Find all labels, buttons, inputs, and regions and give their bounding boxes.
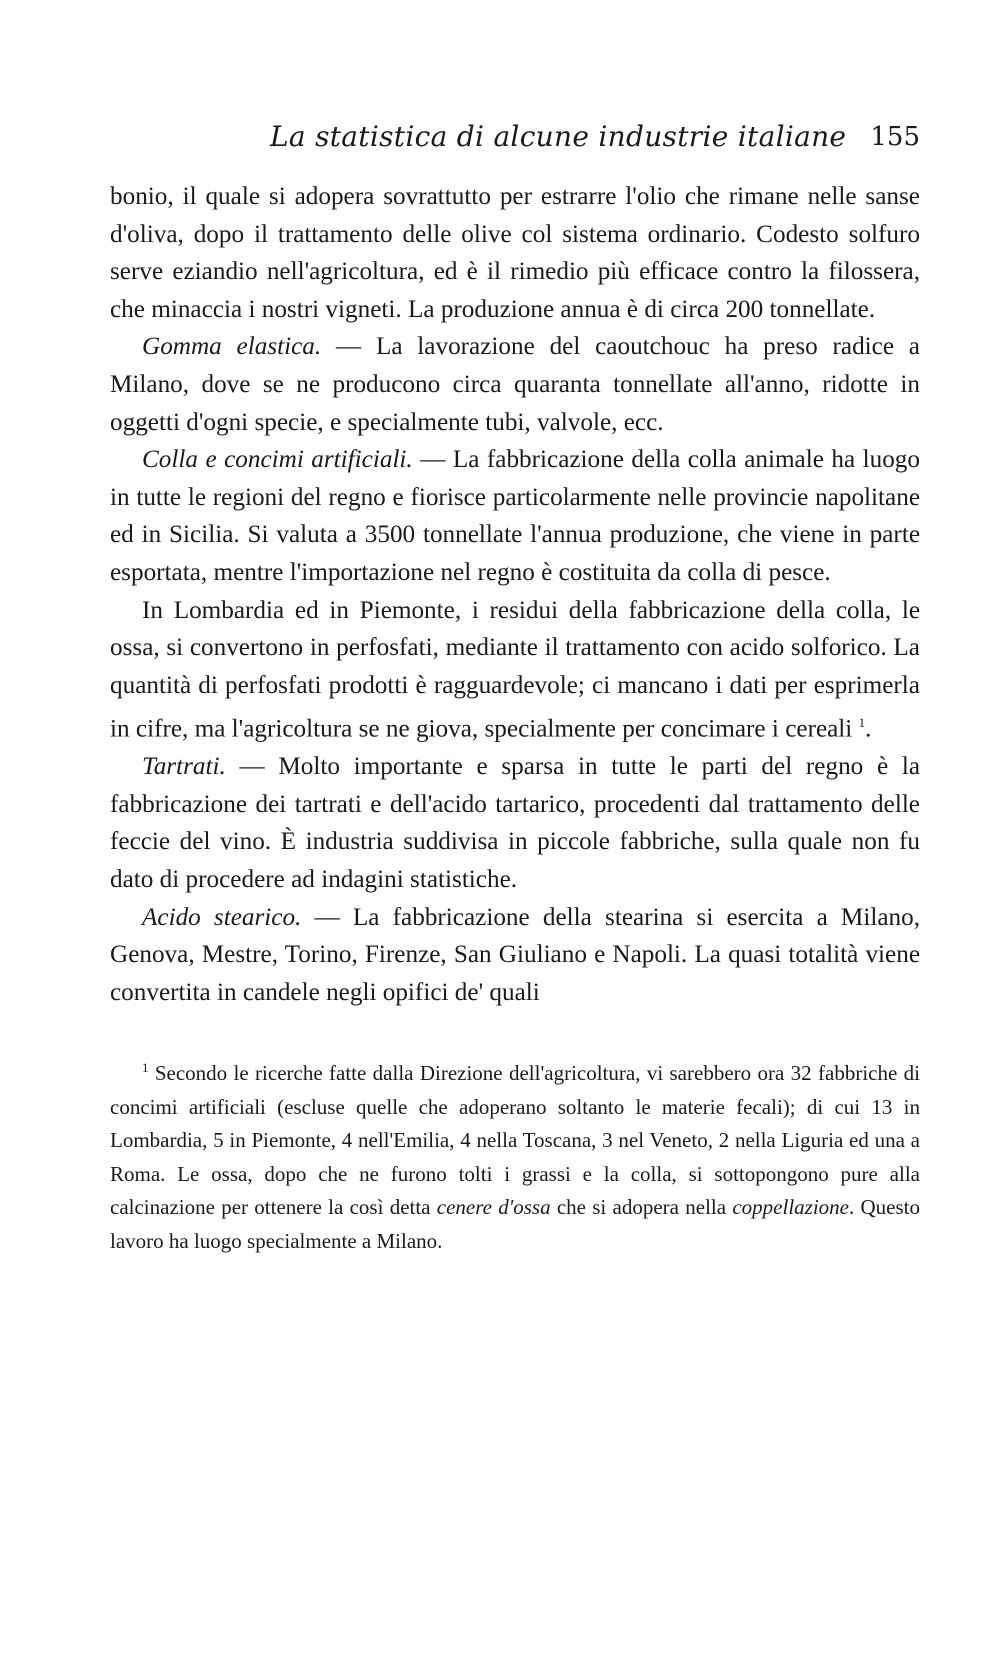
paragraph-text: bonio, il quale si adopera sovrattutto per estrarre l'olio che rimane nelle sanse d'oliva, dopo il trattamento delle olive col sistema ordinario. Codesto solfuro serve eziandio nell'agricoltura, ed è il rimedio più efficace contro la filossera, che minaccia i nostri vigneti. La produzione annua è di circa 200 tonnellate.: [110, 183, 920, 323]
page-header: [110, 120, 920, 160]
paragraph-gomma-elastica: [110, 328, 920, 441]
footnote-text: Secondo le ricerche fatte dalla Direzione dell'agricoltura, vi sarebbero ora 32 fabbriche di concimi artificiali (escluse quelle che adoperano soltanto le materie fecali); di cui 13 in Lombardia, 5 in Piemonte, 4 nell'Emilia, 4 nella Toscana, 3 nel Veneto, 2 nella Liguria ed una a Roma. Le ossa, dopo che ne furono tolti i grassi e la colla, si sottopongono pure alla calcinazione per ottenere la così detta: [110, 1061, 920, 1220]
paragraph-solfuro: [110, 178, 920, 328]
page-number: 155: [870, 122, 920, 152]
paragraph-colla: [110, 441, 920, 591]
paragraph-perfosfati: [110, 592, 920, 749]
footnote-italic-term: cenere d'ossa: [436, 1195, 551, 1220]
running-title: La statistica di alcune industrie italiane: [270, 120, 847, 153]
footnote-text: . Questo lavoro ha luogo specialmente a Milano.: [110, 1195, 920, 1253]
footnote-italic-term: coppellazione: [732, 1195, 849, 1220]
paragraph-tartrati: [110, 748, 920, 898]
footnote-reference[interactable]: 1: [858, 715, 866, 731]
paragraph-text: — La lavorazione del caoutchouc ha preso radice a Milano, dove se ne producono circa quaranta tonnellate all'anno, ridotte in oggetti d'ogni specie, e specialmente tubi, valvole, ecc.: [110, 333, 920, 436]
footnote-mark: 1: [142, 1060, 149, 1076]
footnote-1: [110, 1051, 920, 1258]
section-lead-acido: Acido stearico.: [142, 903, 302, 931]
paragraph-tail: .: [865, 715, 872, 743]
paragraph-text: — La fabbricazione della colla animale ha luogo in tutte le regioni del regno e fiorisce particolarmente nelle provincie napolitane ed in Sicilia. Si valuta a 3500 tonnellate l'annua produzione, che viene in parte esportata, mentre l'importazione nel regno è costituita da colla di pesce.: [110, 446, 920, 586]
paragraph-text: — Molto importante e sparsa in tutte le parti del regno è la fabbricazione dei tartrati e dell'acido tartarico, procedenti dal trattamento delle feccie del vino. È industria suddivisa in piccole fabbriche, sulla quale non fu dato di procedere ad indagini statistiche.: [110, 753, 920, 894]
section-lead-gomma: Gomma elastica.: [142, 333, 322, 361]
footnote-text: che si adopera nella: [550, 1195, 733, 1220]
paragraph-text: — La fabbricazione della stearina si esercita a Milano, Genova, Mestre, Torino, Firenze, San Giuliano e Napoli. La quasi totalità viene convertita in candele negli opifici de' quali: [110, 903, 920, 1006]
main-text: [110, 178, 920, 1011]
footnotes: [110, 1051, 920, 1258]
section-lead-tartrati: Tartrati.: [142, 753, 226, 781]
paragraph-acido-stearico: [110, 899, 920, 1012]
paragraph-text: In Lombardia ed in Piemonte, i residui della fabbricazione della colla, le ossa, si convertono in perfosfati, mediante il trattamento con acido solforico. La quantità di perfosfati prodotti è ragguardevole; ci mancano i dati per esprimerla in cifre, ma l'agricoltura se ne giova, specialmente per concimare i cereali: [110, 596, 920, 743]
section-lead-colla: Colla e concimi artificiali.: [142, 446, 413, 474]
